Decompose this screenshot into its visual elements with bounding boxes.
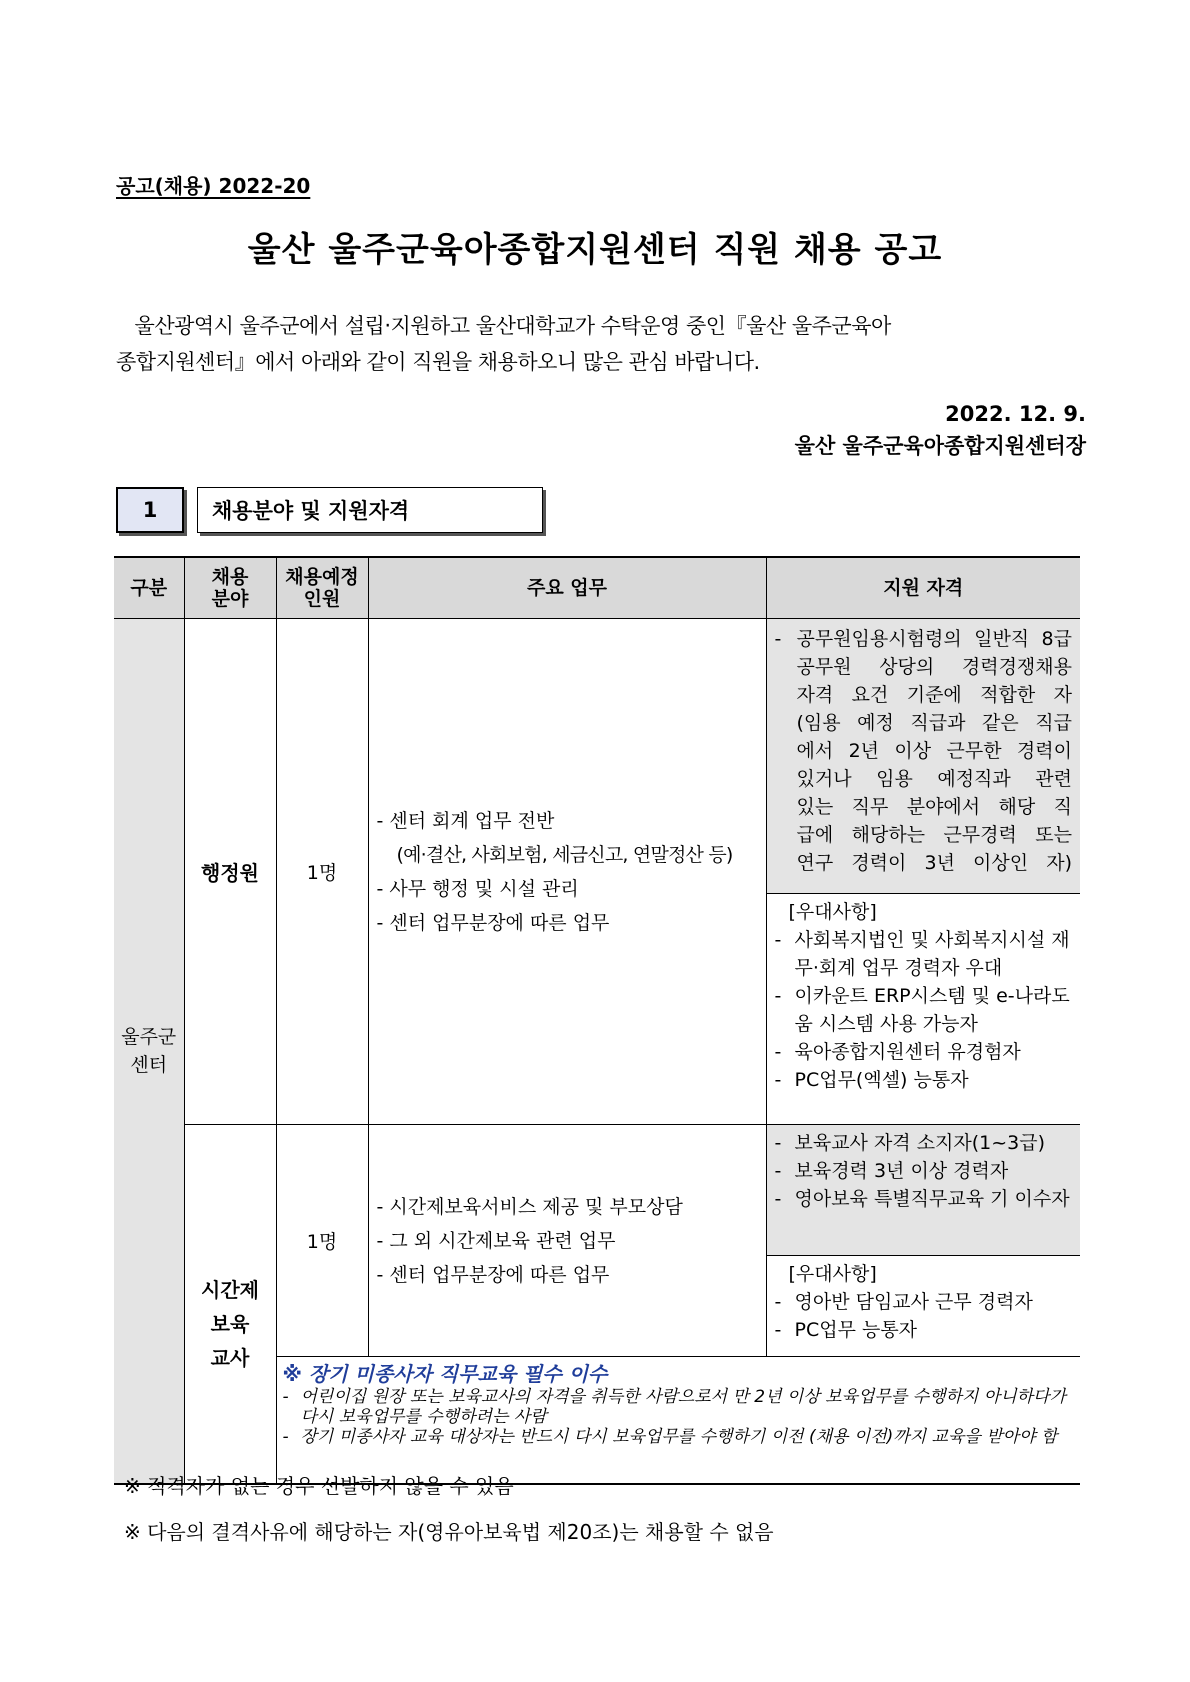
section-title-box: 채용분야 및 지원자격: [197, 487, 543, 533]
duties-admin: [368, 619, 766, 1125]
qual-admin: [766, 619, 1080, 894]
header-count: 채용예정 인원: [276, 557, 368, 619]
pref-admin: [766, 894, 1080, 1125]
note-title: ※ 장기 미종사자 직무교육 필수 이수: [282, 1362, 608, 1386]
list-item: - 센터 업무분장에 따른 업무: [376, 911, 610, 934]
duties-childcare: [368, 1125, 766, 1357]
pref-title: [우대사항]: [788, 901, 877, 923]
qual-childcare: [766, 1125, 1080, 1256]
list-item: - 보육경력 3년 이상 경력자: [774, 1160, 1009, 1182]
list-item: - 센터 회계 업무 전반: [376, 809, 555, 832]
issue-date: 2022. 12. 9.: [945, 402, 1086, 426]
header-qualifications: 지원 자격: [766, 557, 1080, 619]
pref-childcare: [766, 1256, 1080, 1357]
recruitment-table: [114, 556, 1080, 1485]
list-item: - 육아종합지원센터 유경험자: [774, 1041, 1021, 1063]
list-item: - PC업무 능통자: [774, 1319, 918, 1341]
pref-title: [우대사항]: [788, 1263, 877, 1285]
footnote-1: ※ 적격자가 없는 경우 선발하지 않을 수 있음: [124, 1474, 514, 1498]
intro-line-2: 종합지원센터』에서 아래와 같이 직원을 채용하오니 많은 관심 바랍니다.: [116, 350, 760, 374]
intro-line-1: 울산광역시 울주군에서 설립‧지원하고 울산대학교가 수탁운영 중인『울산 울주군육아: [134, 314, 891, 338]
header-duties: 주요 업무: [368, 557, 766, 619]
note-item: - 장기 미종사자 교육 대상자는 반드시 다시 보육업무를 수행하기 이전 (채용 이전)까지 교육을 받아야 함: [282, 1427, 1058, 1447]
note-cell: [276, 1357, 1080, 1485]
issuer-name: 울산 울주군육아종합지원센터장: [794, 434, 1086, 458]
list-item: (예‧결산, 사회보험, 세금신고, 연말정산 등): [396, 843, 733, 866]
issuer-block: [795, 398, 1086, 462]
notice-number: 공고(채용) 2022-20: [116, 174, 311, 198]
list-item: - 사회복지법인 및 사회복지시설 재무‧회계 업무 경력자 우대: [774, 929, 1070, 979]
count-childcare: 1명: [276, 1125, 368, 1357]
list-item: - 그 외 시간제보육 관련 업무: [376, 1229, 616, 1252]
field-childcare: 시간제 보육 교사: [184, 1125, 276, 1485]
intro-paragraph: [116, 308, 1086, 380]
header-category: 구분: [114, 557, 184, 619]
field-admin: 행정원: [184, 619, 276, 1125]
count-admin: 1명: [276, 619, 368, 1125]
table-header-row: [114, 557, 1080, 619]
list-item: - 영아반 담임교사 근무 경력자: [774, 1291, 1033, 1313]
list-item: - PC업무(엑셀) 능통자: [774, 1069, 969, 1091]
page-title: 울산 울주군육아종합지원센터 직원 채용 공고: [247, 230, 943, 270]
list-item: - 센터 업무분장에 따른 업무: [376, 1263, 610, 1286]
table-row: [114, 1125, 1080, 1256]
list-item: - 영아보육 특별직무교육 기 이수자: [774, 1188, 1070, 1210]
category-cell: 울주군 센터: [114, 619, 184, 1485]
list-item: - 사무 행정 및 시설 관리: [376, 877, 579, 900]
footnote-2: ※ 다음의 결격사유에 해당하는 자(영유아보육법 제20조)는 채용할 수 없음: [124, 1520, 774, 1544]
note-item: - 어린이집 원장 또는 보육교사의 자격을 취득한 사람으로서 만 2년 이상 보육업무를 수행하지 아니하다가 다시 보육업무를 수행하려는 사람: [282, 1387, 1066, 1427]
list-item: - 보육교사 자격 소지자(1~3급): [774, 1132, 1046, 1154]
header-field: 채용 분야: [184, 557, 276, 619]
table-row: [114, 619, 1080, 894]
section-number-box: 1: [116, 487, 184, 533]
list-item: - 시간제보육서비스 제공 및 부모상담: [376, 1195, 683, 1218]
list-item: - 이카운트 ERP시스템 및 e-나라도움 시스템 사용 가능자: [774, 985, 1070, 1035]
list-item: - 공무원임용시험령의 일반직 8급 공무원 상당의 경력경쟁채용 자격 요건 기준에 적합한 자 (임용 예정 직급과 같은 직급 에서 2년 이상 근무한 경력이 있거나 임용 예정직과 관련 있는 직무 분야에서 해당 직 급에 해당하는 근무경력 또는 연구 경력이 3년 이상인 자): [774, 628, 1072, 874]
